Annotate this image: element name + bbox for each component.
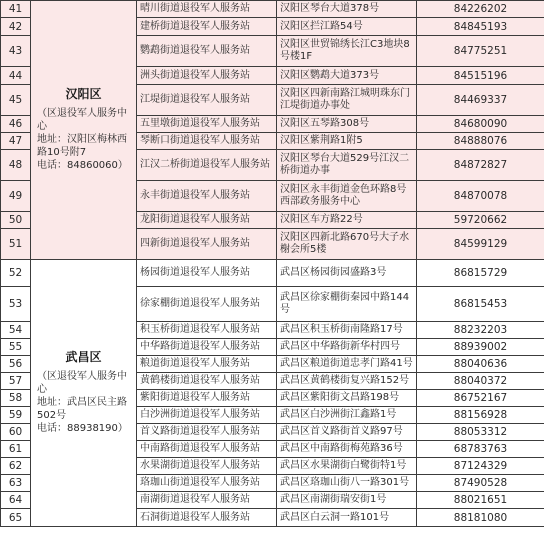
station-phone: 88156928 [417,407,544,424]
station-phone: 84870078 [417,181,544,212]
row-number: 50 [1,212,31,229]
station-name: 建桥街道退役军人服务站 [137,18,277,36]
station-address: 汉阳区琴台大道529号江汉二桥街道办事 [277,150,417,181]
station-phone: 84775251 [417,36,544,67]
district-name: 武昌区 [65,350,102,364]
station-name: 江堤街道退役军人服务站 [137,85,277,116]
station-phone: 68783763 [417,441,544,458]
station-address: 武昌区中华路街新华村四号 [277,339,417,356]
row-number: 43 [1,36,31,67]
district-center: （区退役军人服务中心 [37,108,127,132]
station-address: 武昌区粮道街道忠孝门路41号 [277,356,417,373]
station-address: 汉阳区世贸锦绣长江C3地块8号楼1F [277,36,417,67]
station-phone: 88040372 [417,373,544,390]
station-phone: 84872827 [417,150,544,181]
station-name: 珞珈山街道退役军人服务站 [137,475,277,492]
station-phone: 84515196 [417,67,544,85]
station-phone: 86815729 [417,260,544,287]
station-phone: 86815453 [417,287,544,322]
station-name: 水果湖街道退役军人服务站 [137,458,277,475]
row-number: 54 [1,322,31,339]
row-number: 64 [1,492,31,509]
station-phone: 87124329 [417,458,544,475]
row-number: 59 [1,407,31,424]
station-address: 武昌区积玉桥街南隆路17号 [277,322,417,339]
station-name: 四新街道退役军人服务站 [137,229,277,260]
station-name: 中华路街道退役军人服务站 [137,339,277,356]
station-address: 武昌区紫阳街文昌路198号 [277,390,417,407]
station-address: 武昌区中南路街梅苑路36号 [277,441,417,458]
station-name: 粮道街道退役军人服务站 [137,356,277,373]
row-number: 57 [1,373,31,390]
station-phone: 87490528 [417,475,544,492]
station-address: 武昌区水果湖街白鹭街特1号 [277,458,417,475]
station-phone: 84599129 [417,229,544,260]
station-address: 汉阳区鹦鹉大道373号 [277,67,417,85]
station-phone: 88053312 [417,424,544,441]
district-cell [31,1,137,260]
table-row [1,1,544,18]
row-number: 56 [1,356,31,373]
row-number: 45 [1,85,31,116]
row-number: 51 [1,229,31,260]
station-address: 武昌区黄鹤楼街复兴路152号 [277,373,417,390]
station-name: 琴断口街道退役军人服务站 [137,133,277,150]
station-name: 晴川街道退役军人服务站 [137,1,277,18]
district-phone: 电话：84860060） [37,160,128,171]
station-phone: 84469337 [417,85,544,116]
station-name: 首义路街道退役军人服务站 [137,424,277,441]
station-address: 汉阳区车方路22号 [277,212,417,229]
row-number: 44 [1,67,31,85]
row-number: 61 [1,441,31,458]
row-number: 46 [1,116,31,133]
station-address: 汉阳区琴台大道378号 [277,1,417,18]
station-address: 汉阳区四新北路670号大子水榭会所5楼 [277,229,417,260]
station-address: 汉阳区五琴路308号 [277,116,417,133]
row-number: 62 [1,458,31,475]
station-name: 中南路街道退役军人服务站 [137,441,277,458]
station-address: 武昌区首义路街首义路97号 [277,424,417,441]
station-phone: 59720662 [417,212,544,229]
station-phone: 86752167 [417,390,544,407]
row-number: 55 [1,339,31,356]
station-name: 白沙洲街道退役军人服务站 [137,407,277,424]
station-name: 龙阳街道退役军人服务站 [137,212,277,229]
station-address: 武昌区杨园街园盛路3号 [277,260,417,287]
district-center: （区退役军人服务中心 [37,371,127,395]
station-name: 紫阳街道退役军人服务站 [137,390,277,407]
station-name: 鹦鹉街道退役军人服务站 [137,36,277,67]
row-number: 49 [1,181,31,212]
station-phone: 88040636 [417,356,544,373]
station-address: 汉阳区拦江路54号 [277,18,417,36]
station-address: 武昌区南湖街瑞安街1号 [277,492,417,509]
station-name: 南湖街道退役军人服务站 [137,492,277,509]
district-cell [31,260,137,527]
station-address: 汉阳区永丰街道金色环路8号西部政务服务中心 [277,181,417,212]
row-number: 60 [1,424,31,441]
row-number: 42 [1,18,31,36]
station-name: 石洞街道退役军人服务站 [137,509,277,527]
station-name: 杨园街道退役军人服务站 [137,260,277,287]
station-name: 徐家棚街道退役军人服务站 [137,287,277,322]
station-address: 汉阳区四新南路江城明珠东门江堤街道办事处 [277,85,417,116]
station-address: 武昌区珞珈山街八一路301号 [277,475,417,492]
station-name: 江汉二桥街道退役军人服务站 [137,150,277,181]
station-address: 武昌区徐家棚街秦园中路144号 [277,287,417,322]
station-phone: 84680090 [417,116,544,133]
row-number: 48 [1,150,31,181]
district-name: 汉阳区 [65,87,102,101]
row-number: 53 [1,287,31,322]
station-name: 永丰街道退役军人服务站 [137,181,277,212]
row-number: 58 [1,390,31,407]
district-address: 地址：武昌区民主路502号 [37,397,127,421]
station-phone: 84888076 [417,133,544,150]
station-phone: 84226202 [417,1,544,18]
station-address: 汉阳区紫荆路1附5 [277,133,417,150]
station-phone: 84845193 [417,18,544,36]
station-address: 武昌区白云洞一路101号 [277,509,417,527]
row-number: 63 [1,475,31,492]
station-address: 武昌区白沙洲街江鑫路1号 [277,407,417,424]
row-number: 52 [1,260,31,287]
table-row [1,260,544,287]
row-number: 47 [1,133,31,150]
row-number: 41 [1,1,31,18]
station-phone: 88021651 [417,492,544,509]
district-phone: 电话：88938190） [37,423,128,434]
station-name: 黄鹤楼街道退役军人服务站 [137,373,277,390]
station-phone: 88232203 [417,322,544,339]
station-phone: 88939002 [417,339,544,356]
district-address: 地址：汉阳区梅林西路10号附7 [37,134,127,158]
station-name: 洲头街道退役军人服务站 [137,67,277,85]
row-number: 65 [1,509,31,527]
station-phone: 88181080 [417,509,544,527]
station-name: 五里墩街道退役军人服务站 [137,116,277,133]
station-name: 积玉桥街道退役军人服务站 [137,322,277,339]
